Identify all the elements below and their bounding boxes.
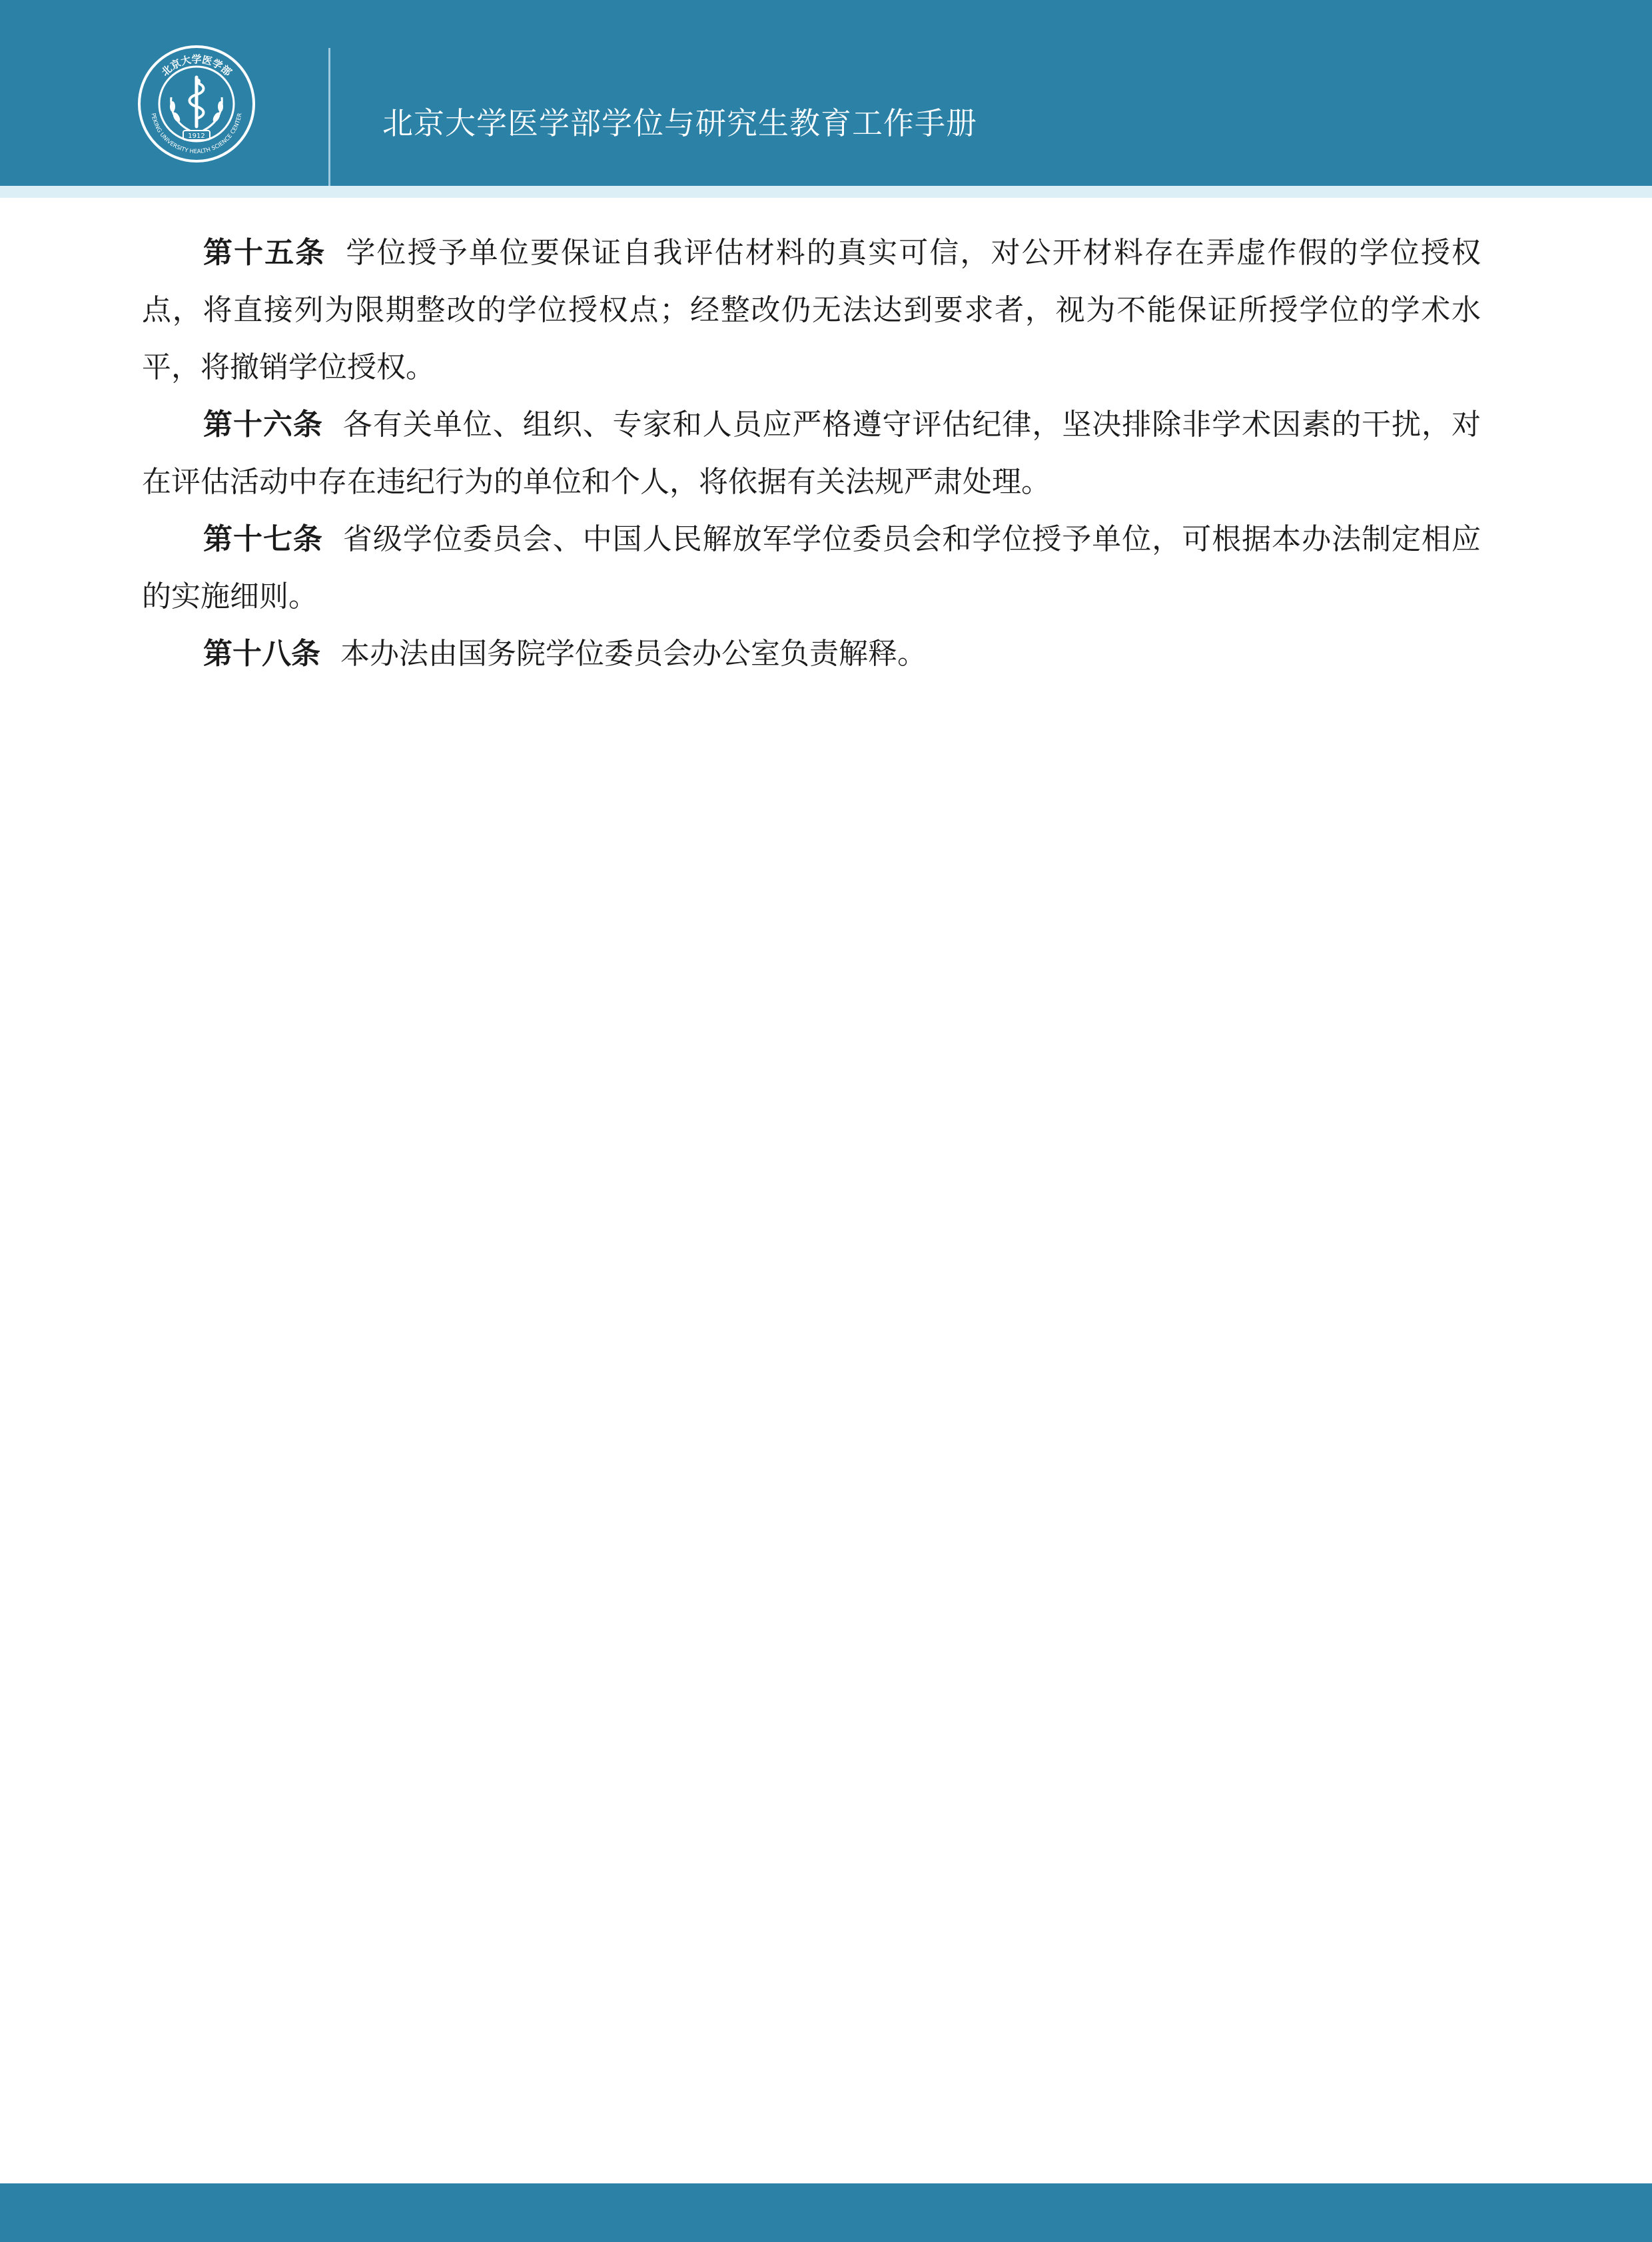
logo-text-bottom: PEKING UNIVERSITY HEALTH SCIENCE CENTER xyxy=(149,113,244,156)
article-text: 省级学位委员会、中国人民解放军学位委员会和学位授予单位，可根据本办法制定相应的实施细则。 xyxy=(142,522,1481,613)
article-number: 第十六条 xyxy=(203,408,323,442)
article-15 xyxy=(142,224,1481,396)
university-logo xyxy=(137,44,256,164)
footer-band xyxy=(0,2183,1652,2242)
article-16 xyxy=(142,396,1481,511)
document-body xyxy=(142,224,1481,683)
header-divider xyxy=(328,48,330,186)
article-17 xyxy=(142,511,1481,625)
header-title: 北京大学医学部学位与研究生教育工作手册 xyxy=(382,105,977,141)
article-number: 第十七条 xyxy=(203,522,323,556)
logo-text-top: 北京大学医学部 xyxy=(159,53,234,79)
article-text: 各有关单位、组织、专家和人员应严格遵守评估纪律，坚决排除非学术因素的干扰，对在评估活动中存在违纪行为的单位和个人，将依据有关法规严肃处理。 xyxy=(142,408,1481,499)
article-number: 第十八条 xyxy=(203,637,320,671)
logo-year: 1912 xyxy=(188,133,205,140)
article-18 xyxy=(142,625,1481,683)
header-stripe xyxy=(0,186,1652,198)
article-text: 学位授予单位要保证自我评估材料的真实可信，对公开材料存在弄虚作假的学位授权点，将直接列为限期整改的学位授权点；经整改仍无法达到要求者，视为不能保证所授学位的学术水平，将撤销学位授权。 xyxy=(142,236,1481,384)
article-text: 本办法由国务院学位委员会办公室负责解释。 xyxy=(340,637,927,671)
article-number: 第十五条 xyxy=(203,236,326,270)
